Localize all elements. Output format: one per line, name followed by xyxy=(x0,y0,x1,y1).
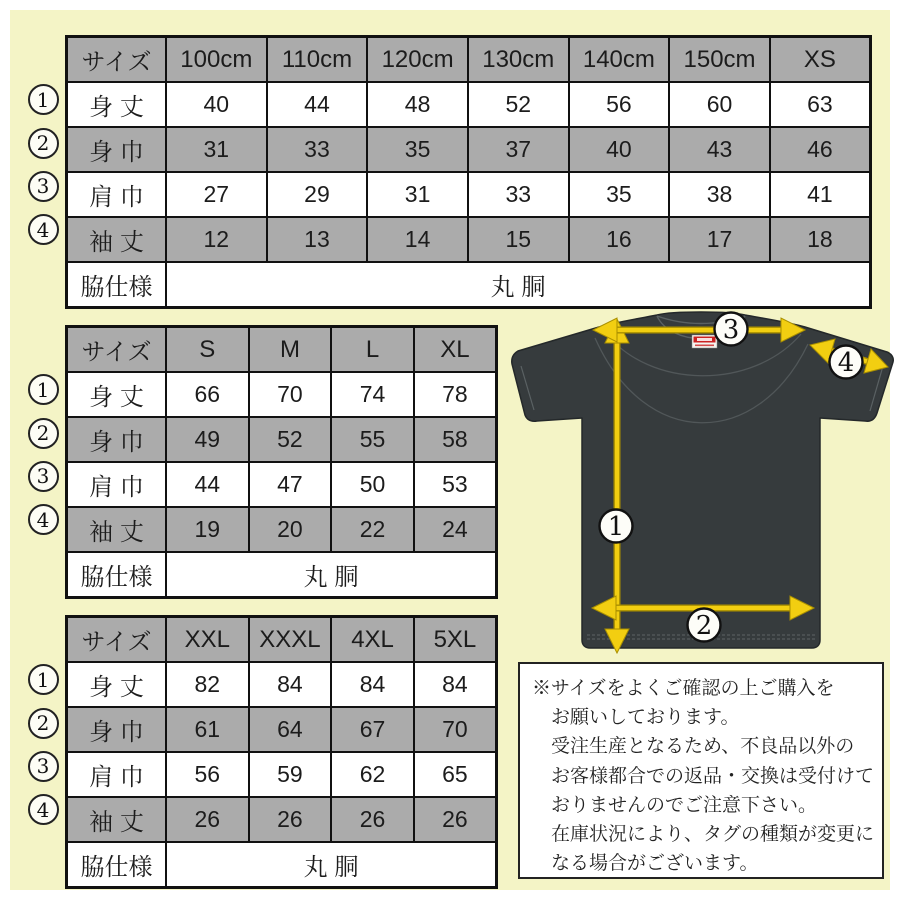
side-spec-value: 丸 胴 xyxy=(166,552,497,598)
notice-line: お客様都合での返品・交換は受付けて xyxy=(551,765,875,787)
column-header: 100cm xyxy=(166,37,267,83)
measurement-value: 17 xyxy=(669,217,770,262)
measurement-value: 31 xyxy=(367,172,468,217)
footer-row xyxy=(67,842,497,888)
marker-cell xyxy=(26,498,60,541)
row-label: 袖 丈 xyxy=(67,507,167,552)
measurement-value: 61 xyxy=(166,707,249,752)
measurement-value: 31 xyxy=(166,127,267,172)
measurement-value: 44 xyxy=(166,462,249,507)
marker-cell xyxy=(26,368,60,411)
measurement-value: 84 xyxy=(249,662,332,707)
measurement-row xyxy=(67,217,871,262)
measurement-value: 74 xyxy=(331,372,414,417)
column-header: M xyxy=(249,327,332,373)
marker-cell xyxy=(26,745,60,788)
measurement-value: 56 xyxy=(166,752,249,797)
marker-cell xyxy=(26,411,60,454)
side-spec-value: 丸 胴 xyxy=(166,262,871,308)
row-label: 肩 巾 xyxy=(67,172,167,217)
measurement-value: 84 xyxy=(414,662,497,707)
measurement-value: 27 xyxy=(166,172,267,217)
notice-line: ※サイズをよくご確認の上ご購入を xyxy=(532,678,835,699)
brand-tag-icon xyxy=(692,335,717,348)
measurement-value: 59 xyxy=(249,752,332,797)
column-header: 130cm xyxy=(468,37,569,83)
measurement-value: 16 xyxy=(569,217,670,262)
column-header: 4XL xyxy=(331,617,414,663)
measurement-row xyxy=(67,172,871,217)
row-markers-standard xyxy=(26,368,60,542)
svg-text:1: 1 xyxy=(607,512,625,542)
footer-row xyxy=(67,262,871,308)
circled-number: 3 xyxy=(28,461,59,492)
column-header: 110cm xyxy=(267,37,368,83)
measurement-value: 43 xyxy=(669,127,770,172)
measurement-value: 47 xyxy=(249,462,332,507)
footer-row xyxy=(67,552,497,598)
measure-circle-1 xyxy=(600,510,633,543)
circled-number: 1 xyxy=(28,374,59,405)
row-label: 身 巾 xyxy=(67,417,167,462)
measurement-value: 46 xyxy=(770,127,871,172)
measurement-value: 70 xyxy=(249,372,332,417)
measurement-value: 35 xyxy=(569,172,670,217)
row-label: 身 丈 xyxy=(67,662,167,707)
measurement-value: 82 xyxy=(166,662,249,707)
measurement-value: 12 xyxy=(166,217,267,262)
marker-cell xyxy=(26,165,60,208)
measurement-value: 13 xyxy=(267,217,368,262)
row-label: 身 丈 xyxy=(67,82,167,127)
measurement-value: 15 xyxy=(468,217,569,262)
header-row xyxy=(67,617,497,663)
measurement-value: 26 xyxy=(249,797,332,842)
measurement-value: 18 xyxy=(770,217,871,262)
measurement-value: 52 xyxy=(468,82,569,127)
measurement-value: 50 xyxy=(331,462,414,507)
circled-number: 4 xyxy=(28,214,59,245)
marker-cell xyxy=(26,658,60,701)
column-header: S xyxy=(166,327,249,373)
marker-cell xyxy=(26,455,60,498)
measurement-value: 44 xyxy=(267,82,368,127)
column-header: 5XL xyxy=(414,617,497,663)
measurement-value: 48 xyxy=(367,82,468,127)
row-label: 袖 丈 xyxy=(67,217,167,262)
measurement-value: 62 xyxy=(331,752,414,797)
measurement-value: 70 xyxy=(414,707,497,752)
measurement-value: 19 xyxy=(166,507,249,552)
measurement-value: 26 xyxy=(166,797,249,842)
column-header: XS xyxy=(770,37,871,83)
measurement-value: 26 xyxy=(414,797,497,842)
measurement-value: 26 xyxy=(331,797,414,842)
size-header-label: サイズ xyxy=(67,617,167,663)
measurement-value: 14 xyxy=(367,217,468,262)
measurement-value: 64 xyxy=(249,707,332,752)
measurement-value: 40 xyxy=(569,127,670,172)
row-label: 袖 丈 xyxy=(67,797,167,842)
measurement-value: 66 xyxy=(166,372,249,417)
circled-number: 4 xyxy=(28,794,59,825)
measurement-value: 67 xyxy=(331,707,414,752)
measurement-value: 56 xyxy=(569,82,670,127)
marker-cell xyxy=(26,121,60,164)
measurement-value: 41 xyxy=(770,172,871,217)
svg-text:3: 3 xyxy=(722,315,740,345)
column-header: XXXL xyxy=(249,617,332,663)
row-label: 身 丈 xyxy=(67,372,167,417)
row-label: 身 巾 xyxy=(67,127,167,172)
measurement-row xyxy=(67,417,497,462)
marker-cell xyxy=(26,788,60,831)
column-header: 150cm xyxy=(669,37,770,83)
header-row xyxy=(67,37,871,83)
size-table-standard xyxy=(65,325,498,599)
notice-line: お願いしております。 xyxy=(551,707,740,729)
side-spec-label: 脇仕様 xyxy=(67,552,167,598)
measurement-value: 29 xyxy=(267,172,368,217)
row-label: 肩 巾 xyxy=(67,752,167,797)
measurement-value: 40 xyxy=(166,82,267,127)
measurement-value: 60 xyxy=(669,82,770,127)
measurement-value: 49 xyxy=(166,417,249,462)
measurement-value: 33 xyxy=(267,127,368,172)
measurement-value: 52 xyxy=(249,417,332,462)
measurement-value: 22 xyxy=(331,507,414,552)
measurement-value: 38 xyxy=(669,172,770,217)
circled-number: 3 xyxy=(28,751,59,782)
size-table-large xyxy=(65,615,498,889)
svg-text:2: 2 xyxy=(695,611,713,641)
measurement-value: 55 xyxy=(331,417,414,462)
column-header: 140cm xyxy=(569,37,670,83)
measurement-row xyxy=(67,82,871,127)
measurement-row xyxy=(67,127,871,172)
tshirt-diagram xyxy=(505,308,900,658)
notice-line: なる場合がございます。 xyxy=(551,853,759,875)
notice-line: おりませんのでご注意下さい。 xyxy=(551,794,818,816)
header-row xyxy=(67,327,497,373)
measurement-value: 78 xyxy=(414,372,497,417)
circled-number: 1 xyxy=(28,664,59,695)
measurement-row xyxy=(67,372,497,417)
measure-circle-2 xyxy=(688,609,721,642)
circled-number: 2 xyxy=(28,128,59,159)
measurement-row xyxy=(67,662,497,707)
measure-circle-3 xyxy=(715,313,748,346)
row-label: 肩 巾 xyxy=(67,462,167,507)
side-spec-label: 脇仕様 xyxy=(67,262,167,308)
row-label: 身 巾 xyxy=(67,707,167,752)
row-markers-kids xyxy=(26,78,60,252)
marker-cell xyxy=(26,78,60,121)
circled-number: 2 xyxy=(28,708,59,739)
column-header: 120cm xyxy=(367,37,468,83)
circled-number: 4 xyxy=(28,504,59,535)
measurement-value: 37 xyxy=(468,127,569,172)
circled-number: 3 xyxy=(28,171,59,202)
marker-cell xyxy=(26,208,60,251)
column-header: XXL xyxy=(166,617,249,663)
size-table xyxy=(65,35,872,309)
size-table xyxy=(65,615,498,889)
column-header: L xyxy=(331,327,414,373)
measurement-value: 24 xyxy=(414,507,497,552)
column-header: XL xyxy=(414,327,497,373)
measurement-row xyxy=(67,462,497,507)
measurement-value: 53 xyxy=(414,462,497,507)
measurement-value: 35 xyxy=(367,127,468,172)
size-table-kids xyxy=(65,35,872,309)
side-spec-label: 脇仕様 xyxy=(67,842,167,888)
measure-circle-4 xyxy=(830,346,863,379)
measurement-value: 58 xyxy=(414,417,497,462)
purchase-notice xyxy=(518,662,884,879)
measurement-row xyxy=(67,752,497,797)
size-table xyxy=(65,325,498,599)
measurement-value: 65 xyxy=(414,752,497,797)
size-header-label: サイズ xyxy=(67,327,167,373)
measurement-value: 84 xyxy=(331,662,414,707)
marker-cell xyxy=(26,701,60,744)
row-markers-large xyxy=(26,658,60,832)
svg-text:4: 4 xyxy=(837,348,855,378)
circled-number: 2 xyxy=(28,418,59,449)
notice-line: 在庫状況により、タグの種類が変更に xyxy=(551,824,875,846)
size-header-label: サイズ xyxy=(67,37,167,83)
measurement-value: 20 xyxy=(249,507,332,552)
notice-line: 受注生産となるため、不良品以外の xyxy=(551,736,855,758)
measurement-row xyxy=(67,707,497,752)
measurement-row xyxy=(67,797,497,842)
circled-number: 1 xyxy=(28,84,59,115)
measurement-value: 63 xyxy=(770,82,871,127)
measurement-value: 33 xyxy=(468,172,569,217)
side-spec-value: 丸 胴 xyxy=(166,842,497,888)
measurement-row xyxy=(67,507,497,552)
